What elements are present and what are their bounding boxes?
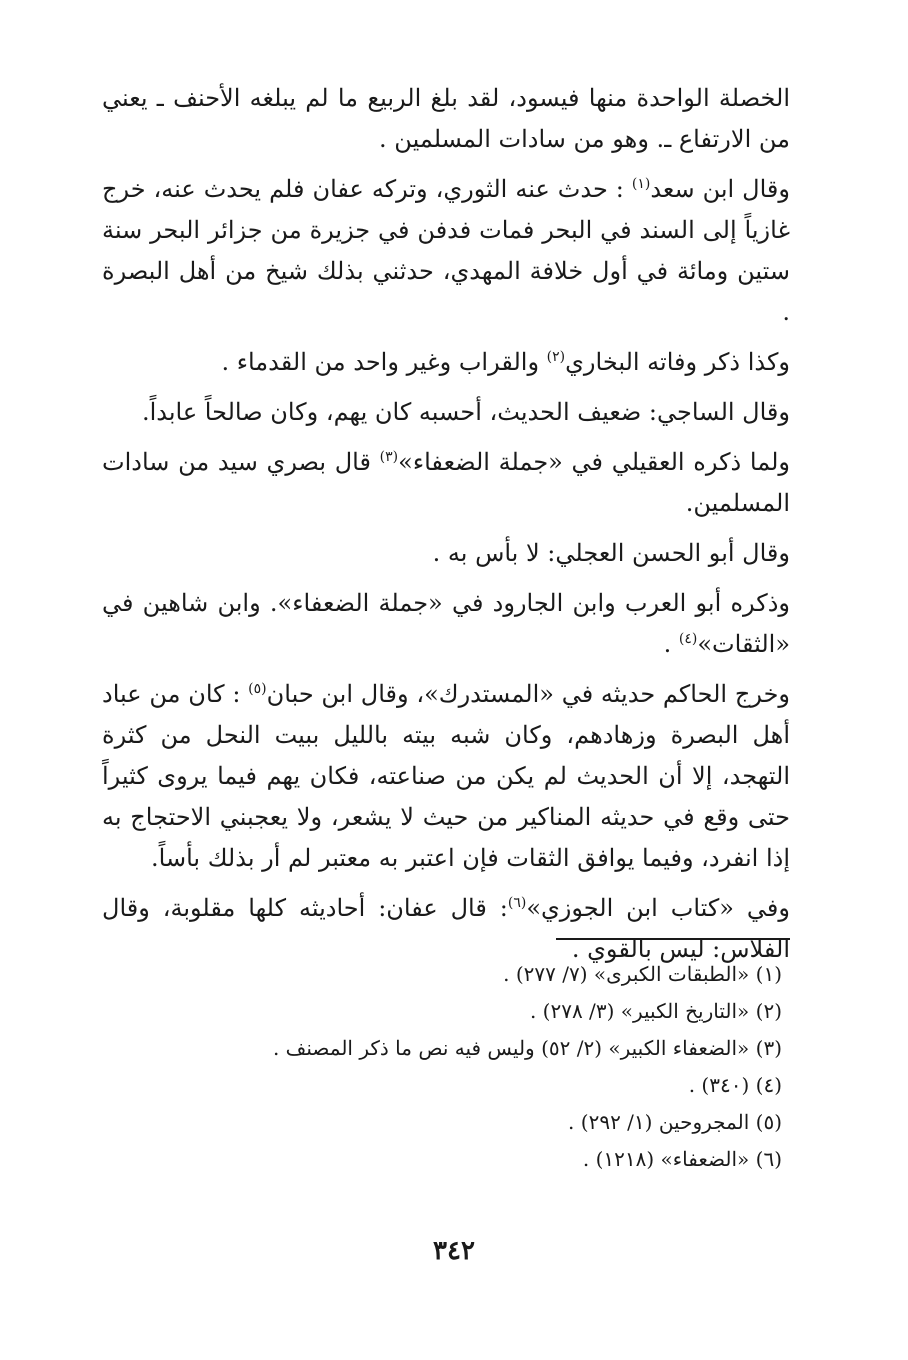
footnote-ref: (٦) [507, 895, 527, 911]
footnote: (٦) «الضعفاء» (١٢١٨) . [582, 1147, 782, 1171]
paragraph [102, 533, 790, 574]
paragraph [102, 78, 790, 160]
paragraph [102, 442, 790, 524]
paragraph-text: : كان من عباد أهل البصرة وزهادهم، وكان شبه بيته بالليل ببيت النحل من كثرة التهجد، إلا أن الحديث لم يكن من صناعته، فكان يهم فيما يروى كثيراً حتى وقع في حديثه المناكير من حيث لا يشعر، ولا يعجبني الاحتجاج به إذا انفرد، وفيما يوافق الثقات فإن اعتبر به معتبر لم أر بذلك بأساً. [102, 680, 790, 872]
paragraph-text: وكذا ذكر وفاته البخاري [565, 348, 790, 376]
paragraph-text: : حدث عنه الثوري، وتركه عفان فلم يحدث عنه، خرج غازياً إلى السند في البحر فمات فدفن في جزيرة من جزائر البحر سنة ستين ومائة في أول خلافة المهدي، حدثني بذلك شيخ من أهل البصرة . [102, 175, 790, 326]
paragraph-text: والقراب وغير واحد من القدماء . [221, 348, 547, 376]
paragraph [102, 674, 790, 879]
paragraph-text: وذكره أبو العرب وابن الجارود في «جملة الضعفاء». وابن شاهين في «الثقات» [102, 589, 790, 658]
footnote: (٣) «الضعفاء الكبير» (٢/ ٥٢) وليس فيه نص ما ذكر المصنف . [272, 1036, 782, 1060]
paragraph [102, 392, 790, 433]
footnote: (٢) «التاريخ الكبير» (٣/ ٢٧٨) . [529, 999, 782, 1023]
paragraph-text: الخصلة الواحدة منها فيسود، لقد بلغ الربيع ما لم يبلغه الأحنف ـ يعني من الارتفاع ـ. وهو من سادات المسلمين . [102, 84, 790, 153]
paragraph-text: وخرج الحاكم حديثه في «المستدرك»، وقال ابن حبان [266, 680, 791, 708]
paragraph-text: وفي «كتاب ابن الجوزي» [526, 894, 790, 922]
paragraph-text: قال بصري سيد من سادات المسلمين. [102, 448, 790, 517]
main-text [102, 78, 790, 979]
footnote-ref: (١) [631, 176, 651, 192]
paragraph-text: ولما ذكره العقيلي في «جملة الضعفاء» [398, 448, 790, 476]
footnotes [122, 956, 782, 1178]
footnote: (٥) المجروحين (١/ ٢٩٢) . [568, 1110, 782, 1134]
paragraph [102, 583, 790, 665]
paragraph-text: وقال ابن سعد [650, 175, 790, 203]
footnote-ref: (٢) [546, 349, 566, 365]
paragraph-text: . [663, 630, 679, 658]
footnote-divider [556, 938, 790, 940]
paragraph-text: وقال أبو الحسن العجلي: لا بأس به . [432, 539, 790, 567]
footnote-ref: (٥) [248, 681, 267, 697]
footnote: (١) «الطبقات الكبرى» (٧/ ٢٧٧) . [503, 962, 782, 986]
page-number: ٣٤٢ [433, 1236, 475, 1266]
paragraph-text: وقال الساجي: ضعيف الحديث، أحسبه كان يهم، وكان صالحاً عابداً. [141, 398, 790, 426]
footnote-ref: (٤) [678, 631, 698, 647]
paragraph-text: : قال عفان: أحاديثه كلها مقلوبة، وقال الفلاس: ليس بالقوي . [102, 894, 790, 963]
footnote-ref: (٣) [379, 449, 399, 465]
footnote: (٤) (٣٤٠) . [688, 1073, 782, 1097]
paragraph [102, 342, 790, 383]
paragraph [102, 169, 790, 333]
